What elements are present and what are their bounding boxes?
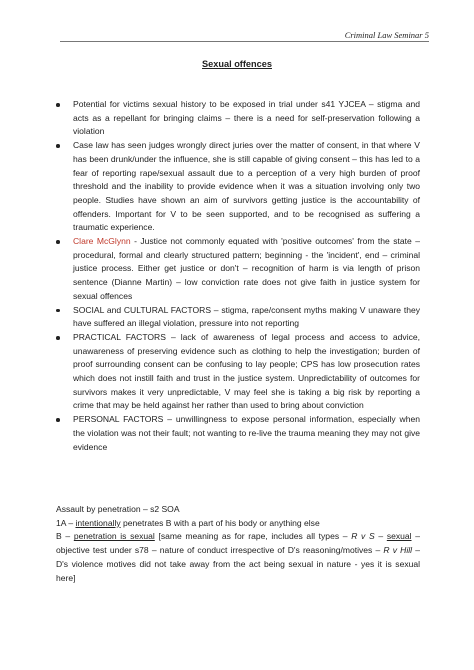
element-text: – D's violence motives did not take away from the act being sexual in nature - yes it is sexual here] — [56, 545, 420, 583]
author-name: Clare McGlynn — [73, 236, 131, 247]
element-text: – objective test under s78 – nature of conduct irrespective of D's reasoning/motives – — [56, 531, 420, 556]
element-text: [same meaning as for rape, includes all types – — [154, 531, 352, 542]
page-title: Sexual offences — [202, 59, 272, 69]
list-item — [56, 98, 420, 139]
list-item-text: Case law has seen judges wrongly direct juries over the matter of consent, in that where V has been drunk/under the influence, she is still capable of giving consent – this has led to a fear of reporting rape/sexual assault due to a perception of a very high burden of proof threshold and the inability to provide evidence when it was a situation involving only two people. Studies have shown an aim of survivors getting justice is the accountability of offenders. Important for V to be seen supported, and to be recognised as suffering a traumatic experience. — [73, 140, 420, 233]
element-label: 1A – — [56, 517, 76, 528]
header-divider — [60, 41, 429, 42]
list-item-text: PRACTICAL FACTORS – lack of awareness of legal process and access to advice, unawareness of preserving evidence such as clothing to help the investigation; burden of proof surrounding consent can be confusing to lay people; CPS has low prosecution rates which does not instill faith and trust in the justice system. Unpredictability of outcomes for survivors makes it very unpredictable, V may feel she is taking a big risk by reporting a crime that may be held against her rather than used to bring about conviction — [73, 331, 420, 411]
bullet-icon — [56, 144, 60, 148]
list-item — [56, 331, 420, 413]
underlined-term: penetration is sexual — [73, 531, 155, 542]
list-item — [56, 235, 420, 304]
element-1a — [56, 517, 420, 531]
bullet-icon — [56, 418, 60, 422]
list-item — [56, 139, 420, 235]
section-heading: Assault by penetration – s2 SOA — [56, 504, 180, 514]
list-item-text: Potential for victims sexual history to be exposed in trial under s41 YJCEA – stigma and acts as a repellant for bringing claims – there is a need for self-preservation following a violation — [73, 99, 420, 137]
element-b — [56, 530, 420, 585]
list-item-text: - Justice not commonly equated with 'positive outcomes' from the state – procedural, formal and clearly structured pattern; beginning - the 'incident', end – criminal justice process. Either get justice or don't – recognition of harm is via length of prison sentence (Dianne Martin) – low conviction rate does not give faith in justice system for sexual offences — [73, 236, 420, 301]
element-text: – — [374, 531, 387, 542]
running-header: Criminal Law Seminar 5 — [344, 30, 429, 40]
bullet-icon — [56, 103, 60, 107]
element-text: penetrates B with a part of his body or anything else — [120, 517, 320, 528]
bullet-icon — [56, 336, 60, 340]
list-item — [56, 304, 420, 331]
underlined-term: sexual — [386, 531, 412, 542]
list-item — [56, 413, 420, 454]
element-label: B – — [56, 531, 74, 542]
case-name: R v S — [351, 531, 375, 542]
bullet-icon — [56, 240, 60, 244]
underlined-term: intentionally — [75, 517, 121, 528]
offence-section — [56, 503, 420, 585]
list-item-text: PERSONAL FACTORS – unwillingness to expose personal information, especially when the violation was not their fault; not wanting to re-live the trauma meaning they may not give evidence — [73, 414, 420, 452]
list-item-text: SOCIAL and CULTURAL FACTORS – stigma, rape/consent myths making V unaware they have suffered an illegal violation, pressure into not reporting — [73, 304, 420, 329]
bullet-icon — [56, 309, 60, 313]
case-name: R v Hill — [383, 545, 413, 556]
bullet-list — [56, 98, 420, 454]
